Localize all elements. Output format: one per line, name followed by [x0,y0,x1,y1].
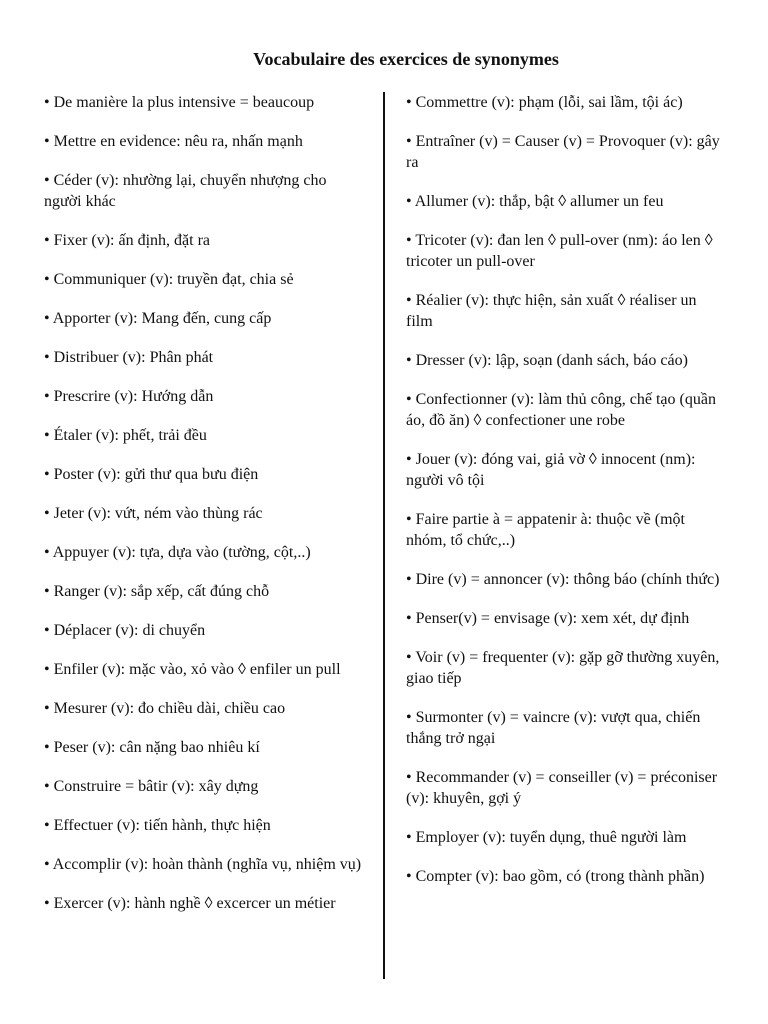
list-item: • Recommander (v) = conseiller (v) = préconiser (v): khuyên, gợi ý [406,769,718,807]
list-item: • Effectuer (v): tiến hành, thực hiện [44,817,271,834]
list-item: • Employer (v): tuyển dụng, thuê người làm [406,829,687,846]
list-item: • Communiquer (v): truyền đạt, chia sẻ [44,271,294,288]
list-item: • Appuyer (v): tựa, dựa vào (tường, cột,..) [44,544,311,561]
list-item: • Apporter (v): Mang đến, cung cấp [44,310,272,327]
list-item: • Accomplir (v): hoàn thành (nghĩa vụ, nhiệm vụ) [44,856,362,873]
list-item: • Jouer (v): đóng vai, giả vờ ◊ innocent (nm): người vô tội [406,451,696,489]
list-item: • Enfiler (v): mặc vào, xỏ vào ◊ enfiler un pull [44,661,341,678]
list-item: • Peser (v): cân nặng bao nhiêu kí [44,739,260,756]
list-item: • Exercer (v): hành nghề ◊ excercer un métier [44,895,336,912]
list-item: • Jeter (v): vứt, ném vào thùng rác [44,505,263,522]
right-vocabulary-list [406,92,726,905]
list-item: • Construire = bâtir (v): xây dựng [44,778,259,795]
list-item: • Dire (v) = annoncer (v): thông báo (chính thức) [406,571,720,588]
list-item: • Surmonter (v) = vaincre (v): vượt qua, chiến thắng trở ngại [406,709,701,747]
list-item: • Mesurer (v): đo chiều dài, chiều cao [44,700,286,717]
list-item: • De manière la plus intensive = beaucoup [44,94,315,111]
list-item: • Déplacer (v): di chuyển [44,622,206,639]
list-item: • Prescrire (v): Hướng dẫn [44,388,214,405]
column-divider [383,92,385,979]
list-item: • Réalier (v): thực hiện, sản xuất ◊ réaliser un film [406,292,697,330]
list-item: • Poster (v): gửi thư qua bưu điện [44,466,259,483]
list-item: • Penser(v) = envisage (v): xem xét, dự định [406,610,690,627]
list-item: • Mettre en evidence: nêu ra, nhấn mạnh [44,133,303,150]
list-item: • Allumer (v): thắp, bật ◊ allumer un feu [406,193,664,210]
list-item: • Faire partie à = appatenir à: thuộc về (một nhóm, tổ chức,..) [406,511,685,549]
list-item: • Céder (v): nhường lại, chuyển nhượng cho người khác [44,172,327,210]
list-item: • Compter (v): bao gồm, có (trong thành phần) [406,868,705,885]
list-item: • Tricoter (v): đan len ◊ pull-over (nm): áo len ◊ tricoter un pull-over [406,232,713,270]
list-item: • Commettre (v): phạm (lỗi, sai lầm, tội ác) [406,94,683,111]
list-item: • Ranger (v): sắp xếp, cất đúng chỗ [44,583,270,600]
list-item: • Entraîner (v) = Causer (v) = Provoquer (v): gây ra [406,133,720,171]
list-item: • Distribuer (v): Phân phát [44,349,214,366]
list-item: • Fixer (v): ấn định, đặt ra [44,232,210,249]
list-item: • Confectionner (v): làm thủ công, chế tạo (quần áo, đồ ăn) ◊ confectioner une robe [406,391,716,429]
list-item: • Étaler (v): phết, trải đều [44,427,207,444]
list-item: • Voir (v) = frequenter (v): gặp gỡ thường xuyên, giao tiếp [406,649,720,687]
page-title: Vocabulaire des exercices de synonymes [253,49,559,69]
list-item: • Dresser (v): lập, soạn (danh sách, báo cáo) [406,352,688,369]
left-vocabulary-list [44,92,364,932]
